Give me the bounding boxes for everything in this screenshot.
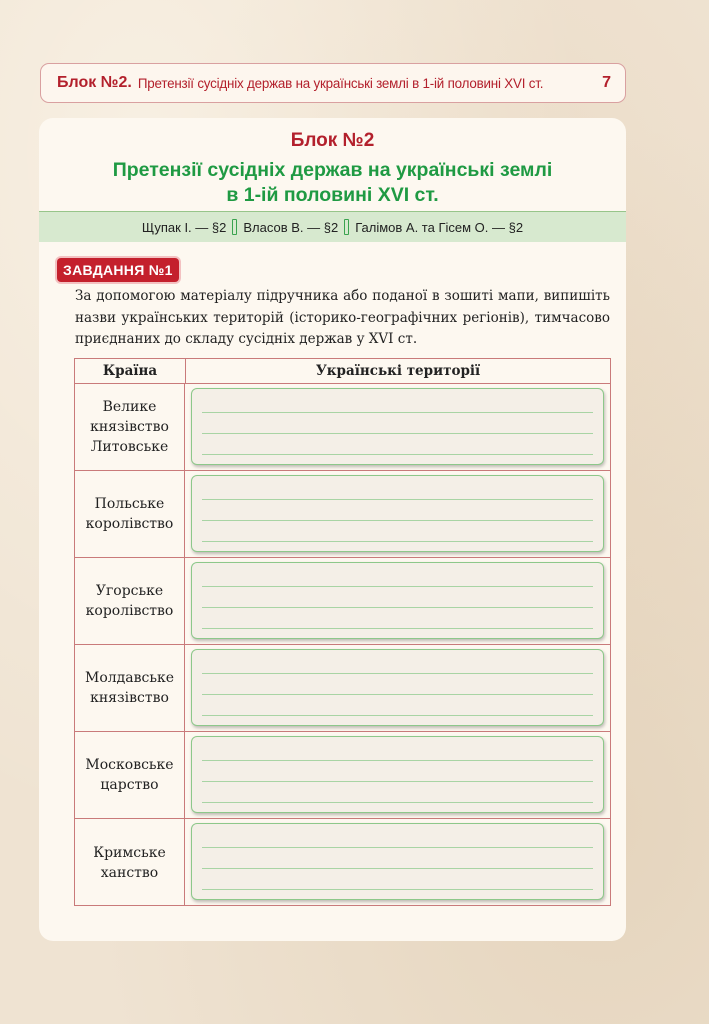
answer-box[interactable] bbox=[191, 736, 604, 813]
block-title-line1: Претензії сусідніх держав на українські землі bbox=[112, 159, 553, 181]
header-block-label: Блок №2. bbox=[57, 74, 132, 91]
block-title-line2: в 1-ій половині XVI ст. bbox=[226, 184, 439, 206]
country-cell: Московське царство bbox=[75, 732, 185, 818]
table-row bbox=[75, 471, 610, 558]
country-cell: Польське королівство bbox=[75, 471, 185, 557]
country-cell: Велике князівство Литовське bbox=[75, 384, 185, 470]
country-cell: Молдавське князівство bbox=[75, 645, 185, 731]
writing-line bbox=[202, 868, 593, 869]
answer-box[interactable] bbox=[191, 562, 604, 639]
writing-line bbox=[202, 412, 593, 413]
writing-line bbox=[202, 607, 593, 608]
task-instructions: За допомогою матеріалу підручника або поданої в зошиті мапи, випишіть назви українських територій (історико-географічних регіонів), тимчасово приєднаних до складу сусідніх держав у XVI ст. bbox=[75, 288, 610, 347]
table-row bbox=[75, 819, 610, 906]
header-title: Претензії сусідніх держав на українські землі в 1-ій половині XVI ст. bbox=[137, 75, 544, 91]
writing-line bbox=[202, 760, 593, 761]
writing-line bbox=[202, 847, 593, 848]
answer-box[interactable] bbox=[191, 388, 604, 465]
writing-line bbox=[202, 454, 593, 455]
country-cell: Кримське ханство bbox=[75, 819, 185, 906]
writing-line bbox=[202, 802, 593, 803]
answer-box[interactable] bbox=[191, 649, 604, 726]
table-row bbox=[75, 384, 610, 471]
writing-line bbox=[202, 694, 593, 695]
block-label: Блок №2 bbox=[290, 130, 375, 151]
separator-icon bbox=[344, 219, 349, 235]
column-header-territories: Українські території bbox=[315, 363, 481, 379]
writing-line bbox=[202, 586, 593, 587]
writing-line bbox=[202, 541, 593, 542]
answer-box[interactable] bbox=[191, 823, 604, 900]
writing-line bbox=[202, 889, 593, 890]
table-row bbox=[75, 645, 610, 732]
page-number: 7 bbox=[602, 74, 611, 91]
block-title bbox=[39, 158, 626, 208]
writing-line bbox=[202, 499, 593, 500]
writing-line bbox=[202, 628, 593, 629]
table-row bbox=[75, 558, 610, 645]
answer-table bbox=[74, 358, 611, 906]
writing-line bbox=[202, 715, 593, 716]
answer-box[interactable] bbox=[191, 475, 604, 552]
writing-line bbox=[202, 520, 593, 521]
country-cell: Угорське королівство bbox=[75, 558, 185, 644]
separator-icon bbox=[232, 219, 237, 235]
reference-item: Галімов А. та Гісем О. — §2 bbox=[355, 219, 524, 235]
column-header-country: Країна bbox=[75, 359, 186, 383]
writing-line bbox=[202, 433, 593, 434]
writing-line bbox=[202, 673, 593, 674]
content-card bbox=[39, 118, 626, 941]
table-header bbox=[75, 359, 610, 384]
running-header bbox=[40, 63, 626, 103]
table-row bbox=[75, 732, 610, 819]
reference-item: Щупак І. — §2 bbox=[141, 219, 227, 235]
textbook-references bbox=[39, 211, 626, 242]
task-badge: ЗАВДАННЯ №1 bbox=[57, 258, 179, 282]
writing-line bbox=[202, 781, 593, 782]
reference-item: Власов В. — §2 bbox=[243, 219, 339, 235]
